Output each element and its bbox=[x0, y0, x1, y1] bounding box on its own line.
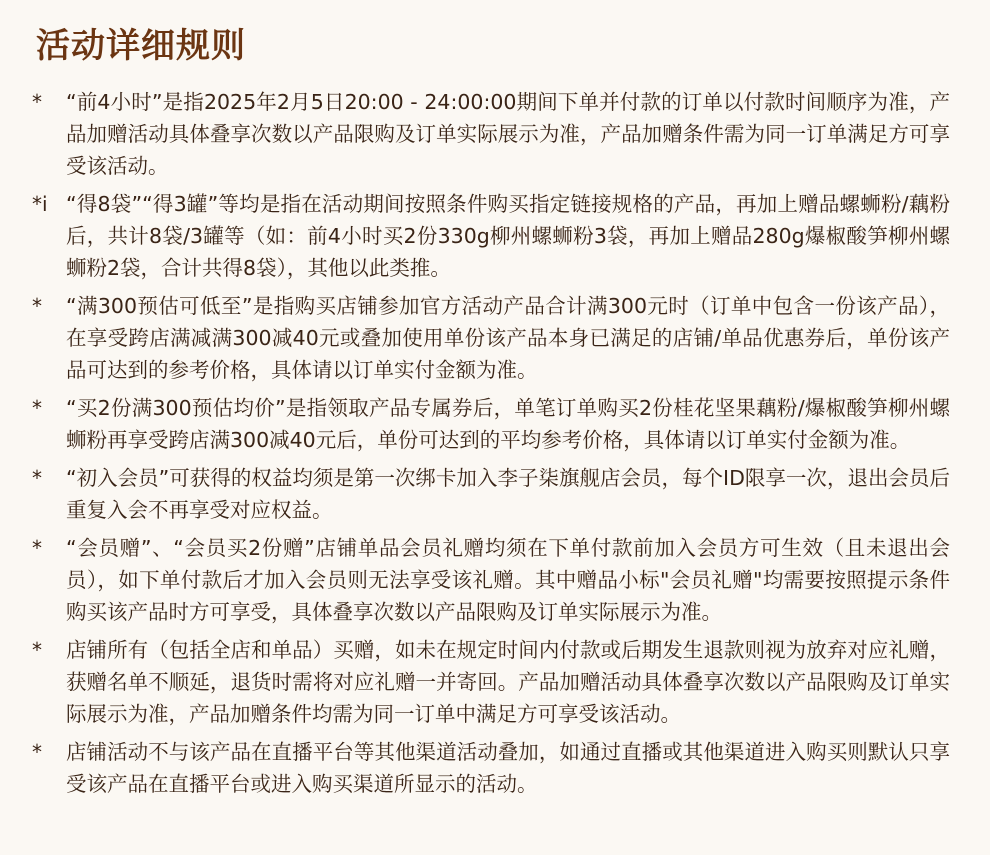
rule-item bbox=[32, 188, 950, 284]
bullet-marker: * bbox=[32, 294, 42, 318]
bullet-marker: * bbox=[32, 396, 42, 420]
rule-item bbox=[32, 532, 950, 628]
bullet-marker: * bbox=[32, 536, 42, 560]
rule-text: “满300预估可低至”是指购买店铺参加官方活动产品合计满300元时（订单中包含一份该产品），在享受跨店满减满300减40元或叠加使用单份该产品本身已满足的店铺/单品优惠券后，单份该产品可达到的参考价格，具体请以订单实付金额为准。 bbox=[66, 294, 950, 382]
bullet-marker: * bbox=[32, 740, 42, 764]
rule-text: “会员赠”、“会员买2份赠”店铺单品会员礼赠均须在下单付款前加入会员方可生效（且未退出会员），如下单付款后才加入会员则无法享受该礼赠。其中赠品小标"会员礼赠"均需要按照提示条件购买该产品时方可享受，具体叠享次数以产品限购及订单实际展示为准。 bbox=[66, 536, 950, 624]
rule-text: “买2份满300预估均价”是指领取产品专属券后，单笔订单购买2份桂花坚果藕粉/爆椒酸笋柳州螺蛳粉再享受跨店满300减40元后，单份可达到的平均参考价格，具体请以订单实付金额为准。 bbox=[66, 396, 950, 452]
rules-list bbox=[32, 86, 950, 800]
page-title: 活动详细规则 bbox=[36, 26, 246, 66]
rule-item bbox=[32, 634, 950, 730]
rule-text: “初入会员”可获得的权益均须是第一次绑卡加入李子柒旗舰店会员，每个ID限享一次，退出会员后重复入会不再享受对应权益。 bbox=[66, 466, 950, 522]
rule-text: 店铺活动不与该产品在直播平台等其他渠道活动叠加，如通过直播或其他渠道进入购买则默认只享受该产品在直播平台或进入购买渠道所显示的活动。 bbox=[66, 740, 950, 796]
rule-item bbox=[32, 462, 950, 526]
rule-item bbox=[32, 86, 950, 182]
rule-item bbox=[32, 736, 950, 800]
bullet-marker: * bbox=[32, 638, 42, 662]
rule-item bbox=[32, 290, 950, 386]
rule-text: “前4小时”是指2025年2月5日20:00 - 24:00:00期间下单并付款的订单以付款时间顺序为准，产品加赠活动具体叠享次数以产品限购及订单实际展示为准，产品加赠条件需为同一订单满足方可享受该活动。 bbox=[66, 90, 950, 178]
rule-text: 店铺所有（包括全店和单品）买赠，如未在规定时间内付款或后期发生退款则视为放弃对应礼赠，获赠名单不顺延，退货时需将对应礼赠一并寄回。产品加赠活动具体叠享次数以产品限购及订单实际展示为准，产品加赠条件均需为同一订单中满足方可享受该活动。 bbox=[66, 638, 950, 726]
bullet-marker: * bbox=[32, 466, 42, 490]
bullet-marker: *i bbox=[32, 192, 48, 216]
bullet-marker: * bbox=[32, 90, 42, 114]
rule-text: “得8袋”“得3罐”等均是指在活动期间按照条件购买指定链接规格的产品，再加上赠品螺蛳粉/藕粉后，共计8袋/3罐等（如：前4小时买2份330g柳州螺蛳粉3袋，再加上赠品280g爆椒酸笋柳州螺蛳粉2袋，合计共得8袋），其他以此类推。 bbox=[66, 192, 950, 280]
rule-item bbox=[32, 392, 950, 456]
